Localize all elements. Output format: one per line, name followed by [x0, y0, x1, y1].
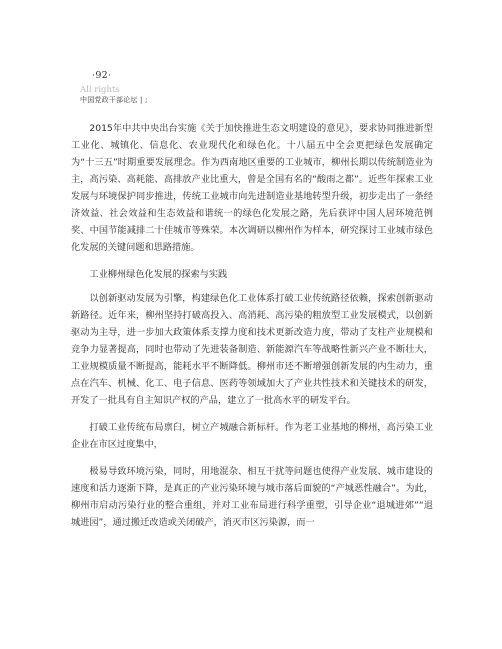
section-heading: 工业柳州绿色化发展的探索与实践 [89, 269, 228, 280]
body-paragraph: 极易导致环境污染，同时，用地混杂、相互干扰等问题也使得产业发展、城市建设的速度和活力逐渐下降，是真正的产业污染环境与城市落后面貌的“产城恶性融合”。为此，柳州市启动污染行业的整合重组，并对工业布局进行科学重塑，引导企业“退城进郊”“退城进园”，通过搬迁改造或关闭破产，消灭市区污染源，而一 [71, 466, 433, 528]
body-paragraph: 打破工业传统布局禀臼，树立产城融合新标杆。作为老工业基地的柳州，高污染工业企业在市区过度集中， [71, 422, 433, 450]
page-number: ·92· [92, 70, 112, 81]
article-body [71, 120, 433, 531]
body-paragraph: 以创新驱动发展为引擎，构建绿色化工业体系打破工业传统路径依赖，探索创新驱动新路径。近年来，柳州坚持打破高投入、高消耗、高污染的粗放型工业发展模式，以创新驱动为主导，进一步加大政策体系支撑力度和技术更新改造力度，带动了支柱产业规模和竞争力显著提高，同时也带动了先进装备制造、新能源汽车等战略性新兴产业不断壮大，工业规模质量不断提高，能耗水平不断降低。柳州市还不断增强创新发展的内生动力，重点在汽车、机械、化工、电子信息、医药等领域加大了产业共性技术和关键技术的研发，开发了一批具有自主知识产权的产品，建立了一批高水平的研发平台。 [71, 293, 433, 406]
watermark-text: All rights [80, 85, 120, 95]
intro-paragraph: 2015年中共中央出台实施《关于加快推进生态文明建设的意见》，要求协同推进新型工业化、城镇化、信息化、农业现代化和绿色化。十八届五中全会更把绿色发展确定为“十三五”时期重要发展理念。作为西南地区重要的工业城市，柳州长期以传统制造业为主，高污染、高耗能、高排放产业比重大，曾是全国有名的“酸雨之都”。近些年探索工业发展与环境保护同步推进，传统工业城市向先进制造业基地转型升级，初步走出了一条经济效益、社会效益和生态效益和谐统一的绿色化发展之路，先后获评中国人居环境范例奖、中国节能减排二十佳城市等殊荣。本次调研以柳州作为样本，研究探讨工业城市绿色化发展的关键问题和思路措施。 [71, 123, 433, 253]
journal-header: 中国党政干部论坛 | ; [80, 96, 148, 104]
